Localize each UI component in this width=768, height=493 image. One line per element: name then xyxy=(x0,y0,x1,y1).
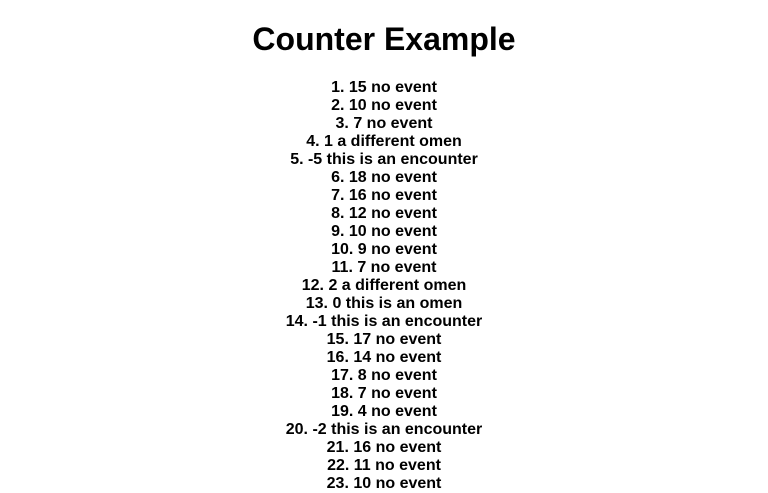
list-item: 13. 0 this is an omen xyxy=(305,295,463,312)
list-item: 10. 9 no event xyxy=(331,241,437,258)
list-item: 16. 14 no event xyxy=(326,349,442,366)
list-item: 4. 1 a different omen xyxy=(306,133,462,150)
list-item: 5. -5 this is an encounter xyxy=(290,151,478,168)
list-item: 15. 17 no event xyxy=(326,331,442,348)
list-item: 9. 10 no event xyxy=(331,223,437,240)
list-item: 3. 7 no event xyxy=(335,115,433,132)
list-item: 22. 11 no event xyxy=(327,457,441,474)
list-item: 14. -1 this is an encounter xyxy=(285,313,483,330)
event-list xyxy=(0,79,768,493)
list-item: 8. 12 no event xyxy=(331,205,437,222)
page-title: Counter Example xyxy=(252,21,516,57)
list-item: 23. 10 no event xyxy=(326,475,442,492)
list-item: 7. 16 no event xyxy=(331,187,437,204)
list-item: 2. 10 no event xyxy=(331,97,437,114)
list-item: 21. 16 no event xyxy=(326,439,442,456)
list-item: 11. 7 no event xyxy=(331,259,437,276)
list-item: 17. 8 no event xyxy=(331,367,437,384)
list-item: 19. 4 no event xyxy=(331,403,437,420)
list-item: 6. 18 no event xyxy=(331,169,437,186)
list-item: 18. 7 no event xyxy=(331,385,437,402)
list-item: 12. 2 a different omen xyxy=(301,277,467,294)
list-item: 20. -2 this is an encounter xyxy=(285,421,483,438)
list-item: 1. 15 no event xyxy=(331,79,437,96)
